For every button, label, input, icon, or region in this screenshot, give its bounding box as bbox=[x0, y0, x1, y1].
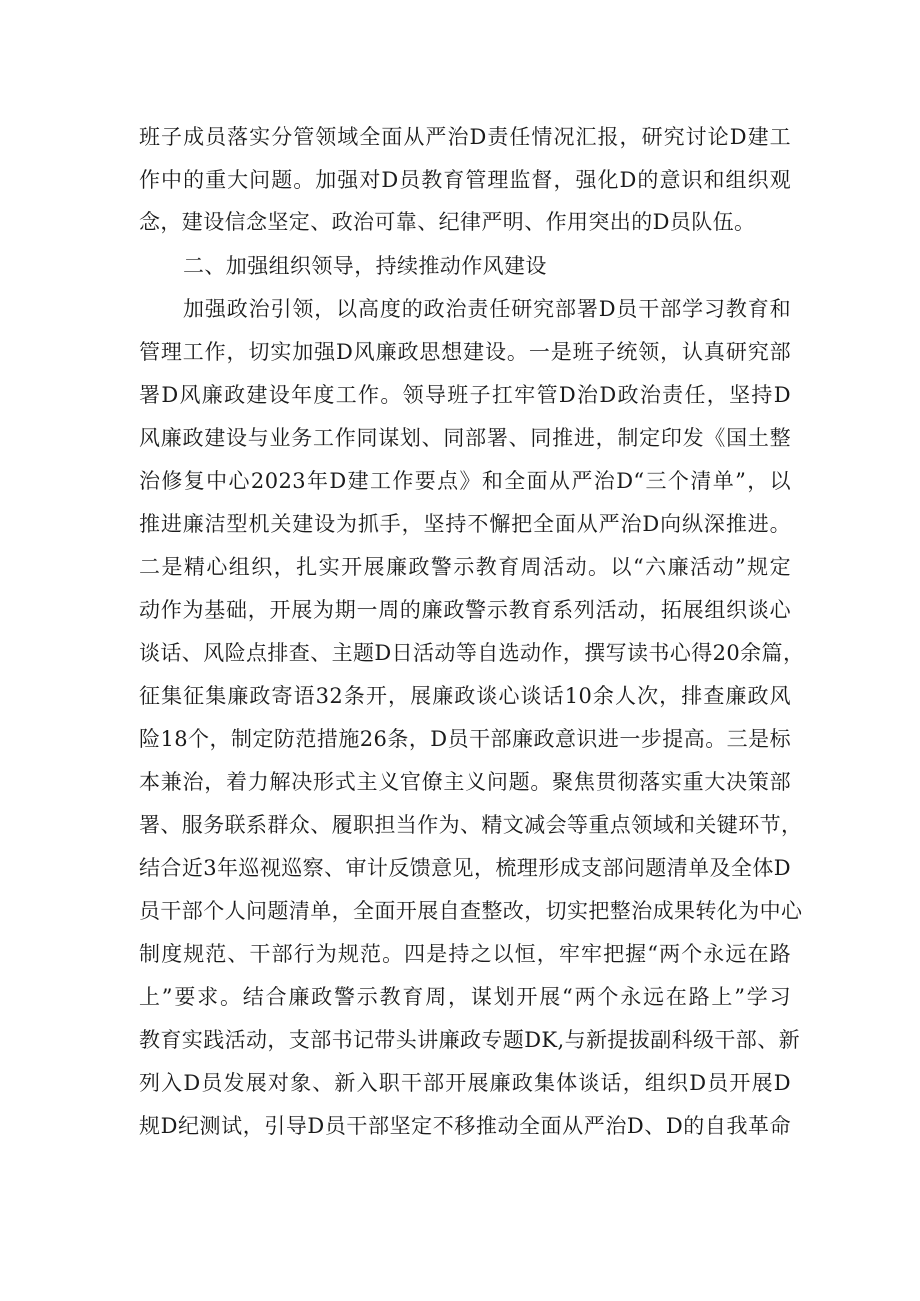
paragraph-line: 险18个，制定防范措施26条，D员干部廉政意识进一步提高。三是标 bbox=[139, 727, 791, 751]
paragraph-line: 员干部个人问题清单，全面开展自查整改，切实把整治成果转化为中心 bbox=[139, 899, 803, 923]
paragraph-line: 念，建设信念坚定、政治可靠、纪律严明、作用突出的D员队伍。 bbox=[139, 210, 756, 234]
paragraph-line: 风廉政建设与业务工作同谋划、同部署、同推进，制定印发《国土整 bbox=[139, 426, 791, 450]
paragraph-line: 征集征集廉政寄语32条开，展廉政谈心谈话10余人次，排查廉政风 bbox=[139, 684, 791, 708]
paragraph-line: 列入D员发展对象、新入职干部开展廉政集体谈话，组织D员开展D bbox=[139, 1071, 791, 1095]
paragraph-line: 谈话、风险点排查、主题D日活动等自选动作，撰写读书心得20余篇， bbox=[139, 641, 805, 665]
paragraph-line: 制度规范、干部行为规范。四是持之以恒，牢牢把握“两个永远在路 bbox=[139, 942, 791, 966]
paragraph-line: 动作为基础，开展为期一周的廉政警示教育系列活动，拓展组织谈心 bbox=[139, 598, 791, 622]
paragraph-line: 上”要求。结合廉政警示教育周，谋划开展“两个永远在路上”学习 bbox=[139, 985, 791, 1009]
paragraph-line: 署、服务联系群众、履职担当作为、精文减会等重点领域和关键环节， bbox=[139, 813, 803, 837]
section-heading: 二、加强组织领导，持续推动作风建设 bbox=[183, 254, 547, 278]
paragraph-line: 管理工作，切实加强D风廉政思想建设。一是班子统领，认真研究部 bbox=[139, 340, 791, 364]
paragraph-line: 二是精心组织，扎实开展廉政警示教育周活动。以“六廉活动”规定 bbox=[139, 555, 791, 579]
paragraph-line: 班子成员落实分管领域全面从严治D责任情况汇报，研究讨论D建工 bbox=[139, 125, 791, 149]
paragraph-line: 规D纪测试，引导D员干部坚定不移推动全面从严治D、D的自我革命 bbox=[139, 1114, 791, 1138]
paragraph-line: 署D风廉政建设年度工作。领导班子扛牢管D治D政治责任，坚持D bbox=[139, 383, 791, 407]
paragraph-line: 推进廉洁型机关建设为抓手，坚持不懈把全面从严治D向纵深推进。 bbox=[139, 512, 791, 536]
paragraph-line: 结合近3年巡视巡察、审计反馈意见，梳理形成支部问题清单及全体D bbox=[139, 856, 791, 880]
paragraph-line: 作中的重大问题。加强对D员教育管理监督，强化D的意识和组织观 bbox=[139, 168, 791, 192]
paragraph-line: 加强政治引领，以高度的政治责任研究部署D员干部学习教育和 bbox=[183, 297, 791, 321]
paragraph-line: 治修复中心2023年D建工作要点》和全面从严治D“三个清单”，以 bbox=[139, 469, 791, 493]
paragraph-line: 教育实践活动，支部书记带头讲廉政专题DK,与新提拔副科级干部、新 bbox=[139, 1028, 800, 1052]
paragraph-line: 本兼治，着力解决形式主义官僚主义问题。聚焦贯彻落实重大决策部 bbox=[139, 770, 791, 794]
